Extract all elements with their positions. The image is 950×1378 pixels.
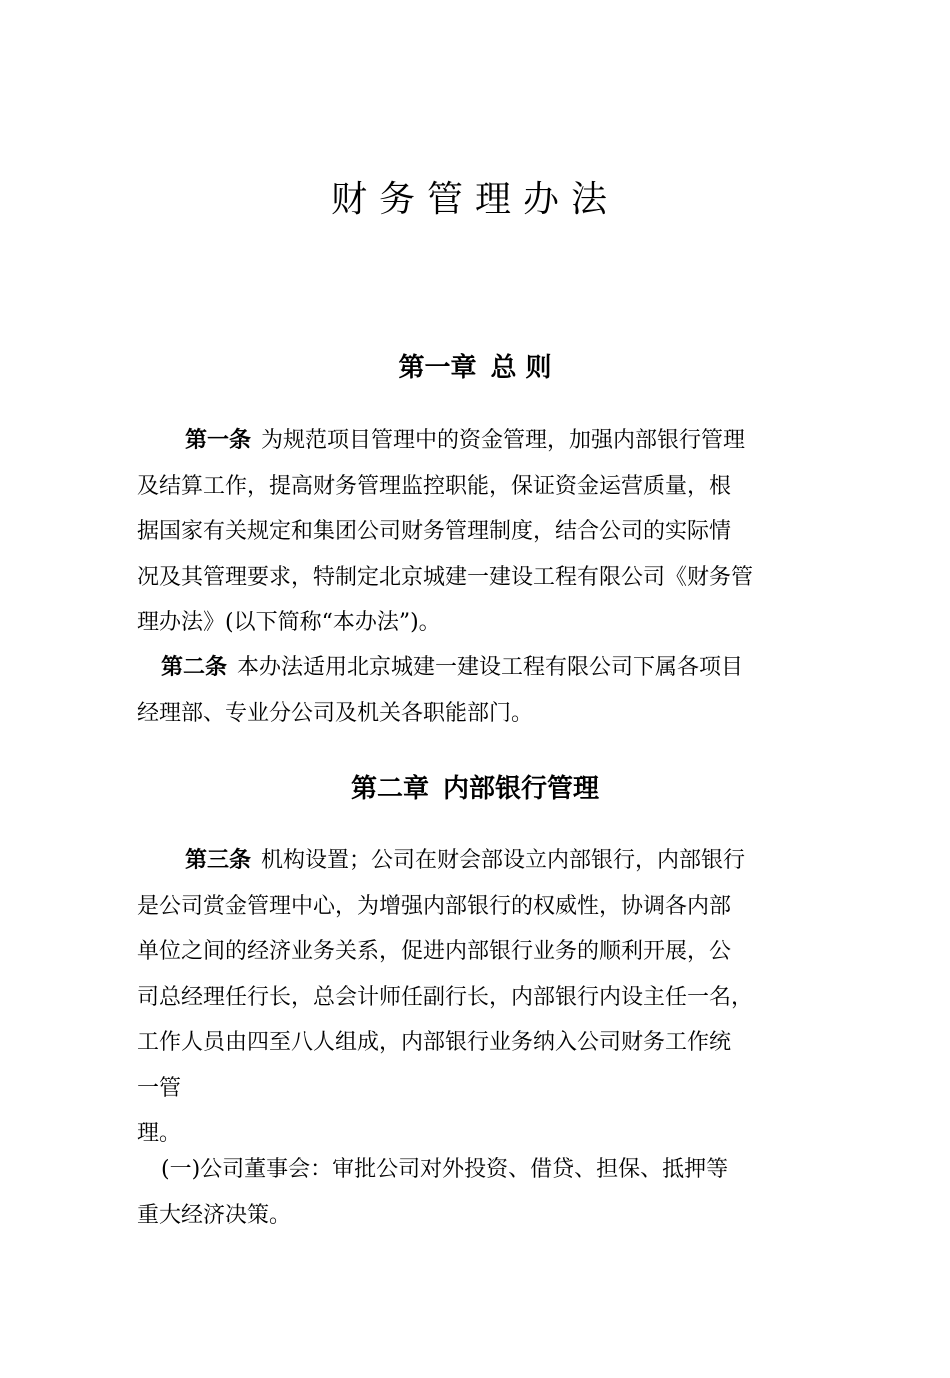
article-2: [137, 645, 837, 736]
item-1-line-2: 重大经济决策。: [137, 1202, 292, 1228]
article-1-label: 第一条: [185, 428, 252, 453]
article-3-line-6: 一管: [137, 1075, 182, 1101]
chapter-1-heading: [0, 350, 950, 386]
article-1: [137, 418, 837, 646]
chapter-1-name: 总 则: [490, 353, 552, 383]
article-2-label: 第二条: [161, 655, 228, 680]
article-1-line-1: 为规范项目管理中的资金管理，加强内部银行管理: [261, 428, 746, 453]
article-3-line-3: 单位之间的经济业务关系，促进内部银行业务的顺利开展，公: [137, 939, 732, 964]
item-1-line-1: (一)公司董事会：审批公司对外投资、借贷、担保、抵押等: [161, 1157, 729, 1182]
article-3-line-4: 司总经理任行长，总会计师任副行长，内部银行内设主任一名，: [137, 984, 754, 1010]
article-3-line-1: 机构设置；公司在财会部设立内部银行，内部银行: [261, 848, 746, 873]
article-3-line-7: 理。: [137, 1121, 182, 1146]
article-3-line-5: 工作人员由四至八人组成，内部银行业务纳入公司财务工作统: [137, 1030, 732, 1055]
chapter-2-name: 内部银行管理: [443, 774, 600, 804]
chapter-2-heading: [0, 771, 950, 807]
article-2-line-1: 本办法适用北京城建一建设工程有限公司下属各项目: [237, 655, 744, 680]
article-2-line-2: 经理部、专业分公司及机关各职能部门。: [137, 700, 534, 726]
document-title: 财务管理办法: [330, 179, 619, 220]
item-1: [137, 1147, 837, 1238]
chapter-1-number: 第一章: [398, 353, 477, 383]
chapter-2-number: 第二章: [350, 774, 429, 804]
article-1-line-3: 据国家有关规定和集团公司财务管理制度，结合公司的实际情: [137, 519, 732, 544]
article-3: [137, 838, 837, 1157]
article-3-line-2: 是公司赏金管理中心，为增强内部银行的权威性，协调各内部: [137, 893, 732, 919]
article-1-line-5: 理办法》(以下简称“本办法”)。: [137, 610, 441, 635]
article-1-line-2: 及结算工作，提高财务管理监控职能，保证资金运营质量，根: [137, 473, 732, 499]
article-1-line-4: 况及其管理要求，特制定北京城建一建设工程有限公司《财务管: [137, 564, 754, 590]
article-3-label: 第三条: [185, 848, 252, 873]
